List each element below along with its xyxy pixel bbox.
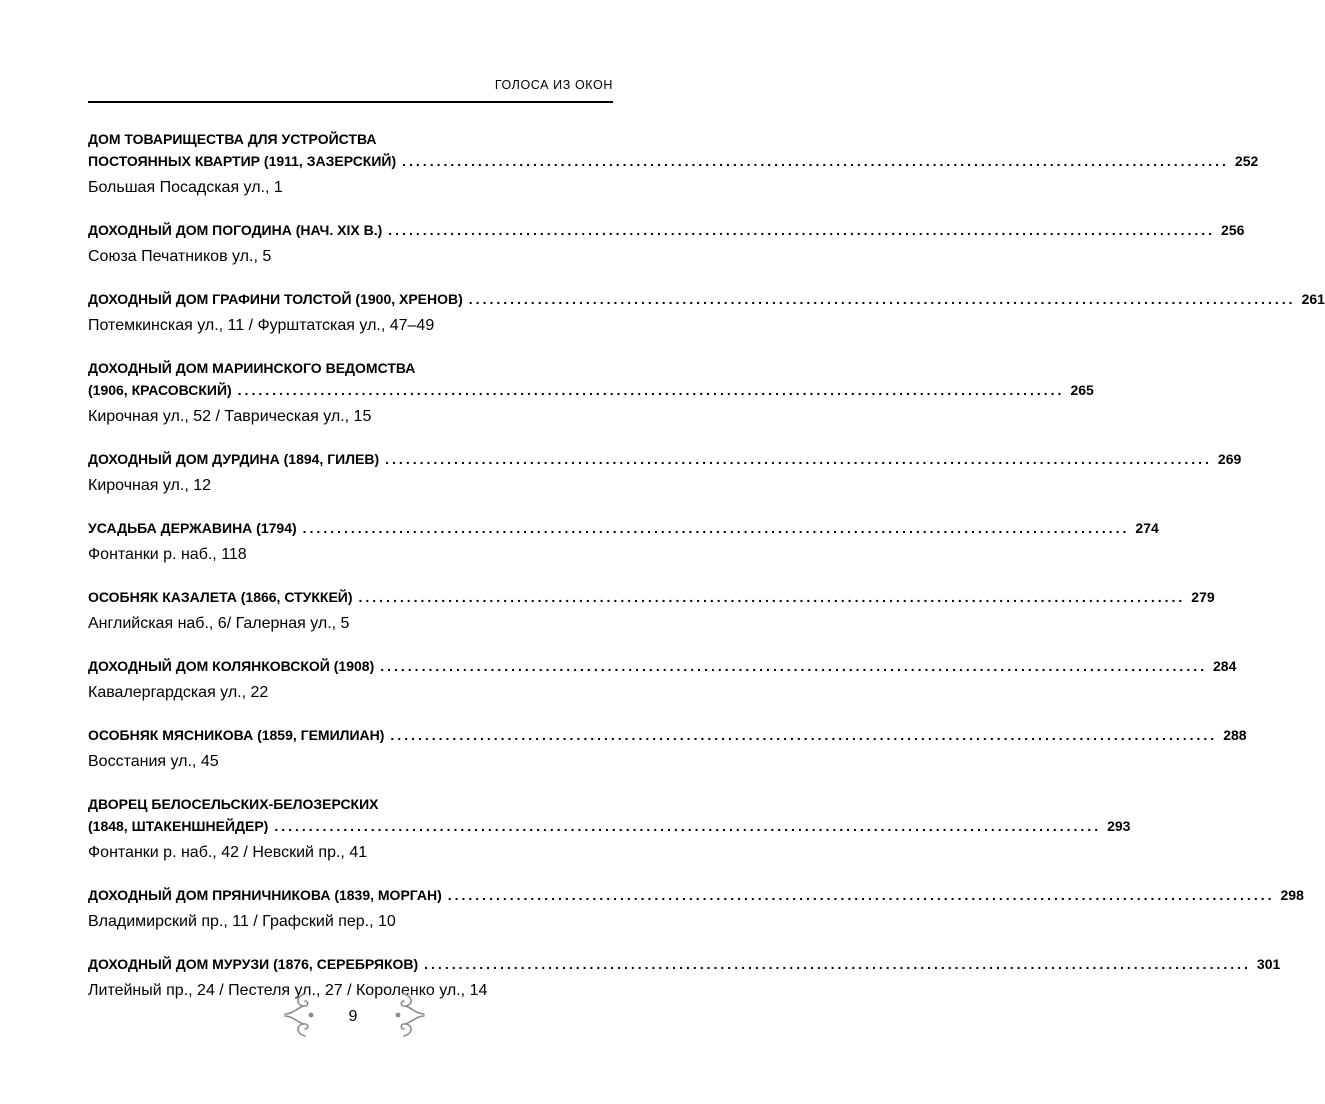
toc-entry-address: Литейный пр., 24 / Пестеля ул., 27 / Короленко ул., 14 — [88, 982, 488, 999]
toc-entry-title-line — [88, 150, 1259, 172]
toc-entry-title: ДОХОДНЫЙ ДОМ МАРИИНСКОГО ВЕДОМСТВА — [88, 360, 416, 376]
toc-entry-address: Английская наб., 6/ Галерная ул., 5 — [88, 615, 350, 632]
toc-entry — [88, 793, 1131, 865]
toc-entry — [88, 655, 1237, 705]
toc-entry-page: 269 — [1217, 451, 1242, 467]
toc-entry-title-line — [88, 953, 1281, 975]
dot-leader: ........................................................................................................................ — [388, 222, 1216, 238]
toc-entry — [88, 357, 1094, 429]
toc-entry-address: Кирочная ул., 12 — [88, 477, 211, 494]
toc-entry-title-line — [88, 288, 1325, 310]
toc-entry-address: Кавалергардская ул., 22 — [88, 684, 269, 701]
toc-entry-title: ДОХОДНЫЙ ДОМ ГРАФИНИ ТОЛСТОЙ (1900, ХРЕНОВ) — [88, 291, 463, 307]
toc-entry-title: ДОХОДНЫЙ ДОМ МУРУЗИ (1876, СЕРЕБРЯКОВ) — [88, 956, 419, 972]
dot-leader: ........................................................................................................................ — [274, 818, 1102, 834]
toc-entry — [88, 219, 1245, 269]
toc-entry-address: Кирочная ул., 52 / Таврическая ул., 15 — [88, 408, 372, 425]
toc-entry — [88, 724, 1247, 774]
toc-entry-address: Владимирский пр., 11 / Графский пер., 10 — [88, 913, 396, 930]
toc-entry — [88, 448, 1242, 498]
toc-entry-title-line — [88, 793, 613, 815]
toc-entry-page: 279 — [1191, 589, 1215, 605]
toc-entry-title-line — [88, 357, 613, 379]
dot-leader: ........................................................................................................................ — [380, 658, 1207, 674]
toc-entry-title-line — [88, 128, 613, 150]
toc-entry-title: ДОХОДНЫЙ ДОМ КОЛЯНКОВСКОЙ (1908) — [88, 658, 375, 674]
toc-entry-page: 298 — [1280, 887, 1304, 903]
flourish-ornament-right-icon — [382, 990, 428, 1040]
dot-leader: ........................................................................................................................ — [358, 589, 1186, 605]
toc-entry-title: ДВОРЕЦ БЕЛОСЕЛЬСКИХ-БЕЛОЗЕРСКИХ — [88, 796, 379, 812]
toc-entry-page: 284 — [1213, 658, 1237, 674]
toc-entry-title-line — [88, 815, 1131, 837]
toc-entry-page: 288 — [1223, 727, 1247, 743]
toc-entry-title-line — [88, 724, 1247, 746]
running-title: ГОЛОСА ИЗ ОКОН — [494, 78, 613, 92]
flourish-ornament-left-icon — [281, 990, 327, 1040]
dot-leader: ........................................................................................................................ — [468, 291, 1296, 307]
toc-entry-title-line — [88, 884, 1304, 906]
toc-entry-title-line — [88, 655, 1237, 677]
toc-entry-title: (1906, КРАСОВСКИЙ) — [88, 382, 232, 398]
toc-entry — [88, 517, 1159, 567]
dot-leader: ........................................................................................................................ — [385, 451, 1212, 467]
toc-entry-page: 274 — [1135, 520, 1159, 536]
toc-entry-address: Потемкинская ул., 11 / Фурштатская ул., 47–49 — [88, 317, 435, 334]
toc-entry — [88, 586, 1215, 636]
toc-entry-title: УСАДЬБА ДЕРЖАВИНА (1794) — [88, 520, 297, 536]
dot-leader: ........................................................................................................................ — [390, 727, 1218, 743]
page-number: 9 — [348, 1008, 358, 1025]
toc-entry-address: Фонтанки р. наб., 42 / Невский пр., 41 — [88, 844, 368, 861]
toc-entry-title-line — [88, 586, 1215, 608]
toc-entry-page: 265 — [1070, 382, 1094, 398]
dot-leader: ........................................................................................................................ — [402, 153, 1229, 169]
dot-leader: ........................................................................................................................ — [447, 887, 1275, 903]
toc-entry-title-line — [88, 517, 1159, 539]
toc-entry-address: Восстания ул., 45 — [88, 753, 219, 770]
toc-entry-address: Большая Посадская ул., 1 — [88, 179, 283, 196]
toc-entry-page: 293 — [1107, 818, 1131, 834]
toc-entry-title: ДОХОДНЫЙ ДОМ ПОГОДИНА (НАЧ. XIX В.) — [88, 222, 383, 238]
toc-entry-title: ДОМ ТОВАРИЩЕСТВА ДЛЯ УСТРОЙСТВА — [88, 131, 377, 147]
toc-entry-address: Союза Печатников ул., 5 — [88, 248, 272, 265]
toc-entry — [88, 884, 1304, 934]
toc-entry-page: 256 — [1221, 222, 1245, 238]
dot-leader: ........................................................................................................................ — [237, 382, 1065, 398]
toc-entry-title: ОСОБНЯК КАЗАЛЕТА (1866, СТУККЕЙ) — [88, 589, 353, 605]
toc-entry-title-line — [88, 448, 1242, 470]
header-rule — [88, 101, 613, 103]
toc-entry-page: 261 — [1301, 291, 1325, 307]
toc-entry-title-line — [88, 219, 1245, 241]
page-footer — [0, 990, 738, 1040]
toc-entry-title-line — [88, 379, 1094, 401]
toc-entry-page: 301 — [1256, 956, 1281, 972]
toc-entry-title: ПОСТОЯННЫХ КВАРТИР (1911, ЗАЗЕРСКИЙ) — [88, 153, 397, 169]
toc-entry-title: (1848, ШТАКЕНШНЕЙДЕР) — [88, 818, 269, 834]
dot-leader: ........................................................................................................................ — [302, 520, 1130, 536]
toc-entry-title: ДОХОДНЫЙ ДОМ ДУРДИНА (1894, ГИЛЕВ) — [88, 451, 380, 467]
toc-entry-title: ДОХОДНЫЙ ДОМ ПРЯНИЧНИКОВА (1839, МОРГАН) — [88, 887, 442, 903]
toc-entry-address: Фонтанки р. наб., 118 — [88, 546, 247, 563]
toc-entry — [88, 128, 1259, 200]
toc-entry-title: ОСОБНЯК МЯСНИКОВА (1859, ГЕМИЛИАН) — [88, 727, 385, 743]
dot-leader: ........................................................................................................................ — [424, 956, 1251, 972]
toc-entry — [88, 288, 1325, 338]
table-of-contents — [88, 128, 1325, 1022]
toc-entry-page: 252 — [1234, 153, 1259, 169]
